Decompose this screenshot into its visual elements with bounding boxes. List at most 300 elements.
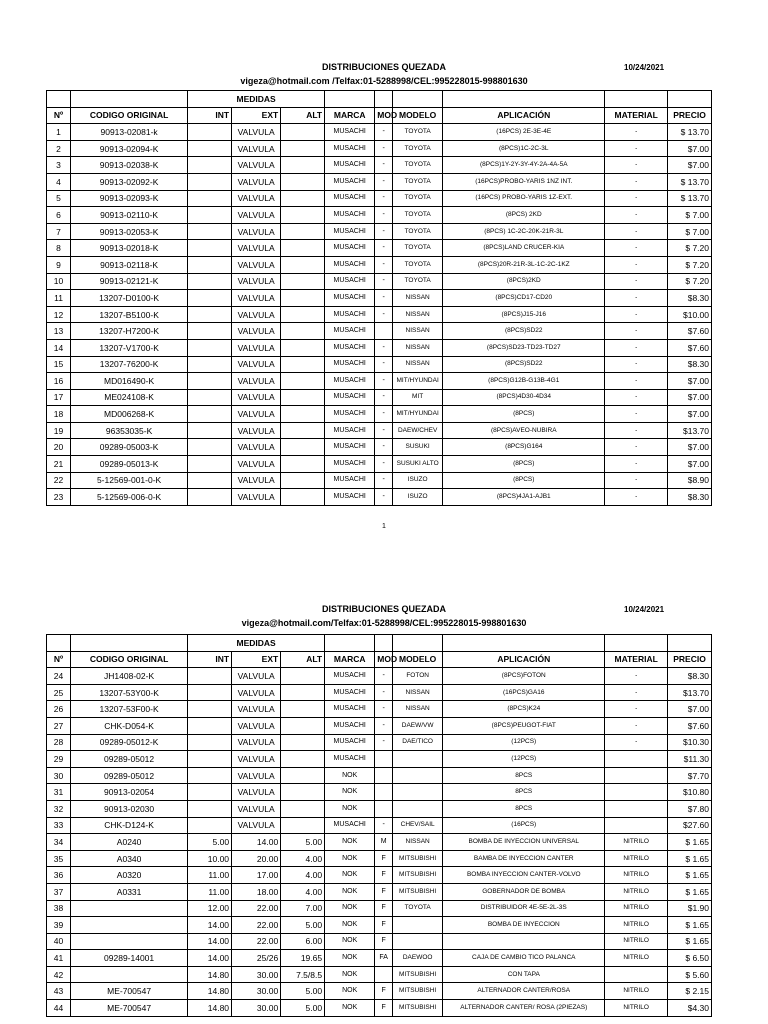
cell-price: $7.00 [668, 701, 712, 718]
cell-mat: - [605, 389, 668, 406]
cell-mod: - [375, 140, 393, 157]
cell-modelo: ISUZO [393, 489, 443, 506]
cell-alt [281, 456, 325, 473]
cell-marca: MUSACHI [325, 422, 375, 439]
cell-ext: VALVULA [232, 684, 281, 701]
cell-ext: VALVULA [232, 489, 281, 506]
cell-mod [375, 323, 393, 340]
cell-mat [605, 784, 668, 801]
cell-price: $7.60 [668, 717, 712, 734]
cell-ext: VALVULA [232, 306, 281, 323]
cell-code: 09289-05003-K [71, 439, 188, 456]
cell-code: 09289-05012 [71, 751, 188, 768]
cell-n: 40 [47, 933, 71, 950]
cell-mod: F [375, 867, 393, 884]
price-table-page1 [46, 90, 712, 506]
cell-mod: - [375, 817, 393, 834]
cell-app: CAJA DE CAMBIO TICO PALANCA [443, 950, 605, 967]
cell-mod: - [375, 456, 393, 473]
cell-app: (8PCS)SD22 [443, 356, 605, 373]
cell-int [188, 207, 232, 224]
cell-modelo: TOYOTA [393, 173, 443, 190]
cell-n: 17 [47, 389, 71, 406]
cell-price: $7.70 [668, 767, 712, 784]
cell-code: A0340 [71, 850, 188, 867]
cell-mod: M [375, 834, 393, 851]
col-aplicacion: APLICACIÓN [443, 107, 605, 124]
cell-marca: NOK [325, 883, 375, 900]
cell-app: 8PCS [443, 784, 605, 801]
cell-ext: VALVULA [232, 323, 281, 340]
cell-marca: NOK [325, 900, 375, 917]
cell-price: $ 1.65 [668, 867, 712, 884]
cell-price: $7.00 [668, 389, 712, 406]
cell-marca: MUSACHI [325, 173, 375, 190]
cell-int [188, 701, 232, 718]
cell-marca: NOK [325, 966, 375, 983]
cell-price: $8.30 [668, 489, 712, 506]
cell-price: $27.60 [668, 817, 712, 834]
cell-marca: MUSACHI [325, 339, 375, 356]
cell-n: 10 [47, 273, 71, 290]
cell-n: 3 [47, 157, 71, 174]
cell-mod: - [375, 717, 393, 734]
table-row [47, 173, 712, 190]
cell-int [188, 223, 232, 240]
cell-mod: - [375, 489, 393, 506]
cell-code: ME024108-K [71, 389, 188, 406]
cell-modelo: DAE/TICO [393, 734, 443, 751]
cell-app: (12PCS) [443, 751, 605, 768]
cell-mod: - [375, 339, 393, 356]
cell-mat: - [605, 456, 668, 473]
cell-price: $7.80 [668, 800, 712, 817]
cell-price: $ 1.65 [668, 933, 712, 950]
cell-marca: MUSACHI [325, 356, 375, 373]
table-row [47, 867, 712, 884]
cell-alt [281, 207, 325, 224]
cell-ext: VALVULA [232, 157, 281, 174]
cell-alt [281, 190, 325, 207]
cell-price: $ 13.70 [668, 124, 712, 141]
cell-int: 10.00 [188, 850, 232, 867]
cell-alt: 5.00 [281, 834, 325, 851]
cell-n: 19 [47, 422, 71, 439]
cell-mat: NITRILO [605, 850, 668, 867]
cell-int [188, 472, 232, 489]
cell-marca: MUSACHI [325, 701, 375, 718]
cell-modelo: TOYOTA [393, 900, 443, 917]
cell-ext: VALVULA [232, 472, 281, 489]
cell-marca: MUSACHI [325, 489, 375, 506]
cell-mat: - [605, 684, 668, 701]
cell-mod: F [375, 850, 393, 867]
col-int: INT [188, 107, 232, 124]
col-alt: ALT [281, 651, 325, 668]
cell-int: 14.80 [188, 983, 232, 1000]
cell-n: 36 [47, 867, 71, 884]
table-row [47, 900, 712, 917]
cell-modelo: MIT/HYUNDAI [393, 406, 443, 423]
col-num: Nº [47, 107, 71, 124]
cell-marca: MUSACHI [325, 472, 375, 489]
cell-app: (8PCS) [443, 406, 605, 423]
cell-ext: VALVULA [232, 422, 281, 439]
col-aplicacion: APLICACIÓN [443, 651, 605, 668]
cell-code: CHK-D124-K [71, 817, 188, 834]
col-marca: MARCA [325, 107, 375, 124]
cell-app: DISTRIBUIDOR 4E-5E-2L-3S [443, 900, 605, 917]
cell-ext: VALVULA [232, 273, 281, 290]
cell-modelo: NISSAN [393, 684, 443, 701]
cell-price: $13.70 [668, 684, 712, 701]
cell-modelo: NISSAN [393, 290, 443, 307]
cell-price: $7.00 [668, 406, 712, 423]
cell-mat: NITRILO [605, 933, 668, 950]
cell-mod: F [375, 917, 393, 934]
cell-mat: - [605, 489, 668, 506]
header-row-top [47, 91, 712, 108]
cell-app: (16PCS)PROBO-YARIS 1NZ INT. [443, 173, 605, 190]
cell-ext: VALVULA [232, 124, 281, 141]
cell-app: (8PCS)2KD [443, 273, 605, 290]
cell-n: 14 [47, 339, 71, 356]
cell-n: 22 [47, 472, 71, 489]
cell-alt [281, 751, 325, 768]
cell-mod: - [375, 356, 393, 373]
cell-mod [375, 800, 393, 817]
cell-mod: - [375, 373, 393, 390]
cell-marca: MUSACHI [325, 734, 375, 751]
table-row [47, 751, 712, 768]
cell-modelo: FOTON [393, 668, 443, 685]
cell-app: (8PCS)G164 [443, 439, 605, 456]
cell-app: CON TAPA [443, 966, 605, 983]
cell-mat [605, 751, 668, 768]
col-marca: MARCA [325, 651, 375, 668]
cell-code: 13207-B5100-K [71, 306, 188, 323]
cell-modelo: DAEW/CHEV [393, 422, 443, 439]
cell-marca: MUSACHI [325, 456, 375, 473]
cell-mod: - [375, 422, 393, 439]
cell-int [188, 717, 232, 734]
cell-n: 25 [47, 684, 71, 701]
cell-alt: 4.00 [281, 867, 325, 884]
cell-alt [281, 157, 325, 174]
cell-app: (8PCS)FOTON [443, 668, 605, 685]
cell-int [188, 306, 232, 323]
cell-modelo: NISSAN [393, 339, 443, 356]
cell-marca: NOK [325, 950, 375, 967]
cell-mat: - [605, 207, 668, 224]
cell-marca: NOK [325, 1000, 375, 1017]
cell-modelo: NISSAN [393, 323, 443, 340]
cell-app: 8PCS [443, 767, 605, 784]
cell-alt [281, 767, 325, 784]
table-row [47, 950, 712, 967]
col-alt: ALT [281, 107, 325, 124]
cell-price: $10.30 [668, 734, 712, 751]
cell-code: 90913-02081-k [71, 124, 188, 141]
cell-ext: 30.00 [232, 983, 281, 1000]
table-row [47, 701, 712, 718]
cell-price: $ 1.65 [668, 834, 712, 851]
cell-mat: - [605, 256, 668, 273]
cell-alt [281, 717, 325, 734]
cell-n: 44 [47, 1000, 71, 1017]
cell-marca: NOK [325, 917, 375, 934]
cell-code: 90913-02121-K [71, 273, 188, 290]
cell-marca: MUSACHI [325, 668, 375, 685]
cell-alt: 19.65 [281, 950, 325, 967]
cell-alt [281, 256, 325, 273]
cell-alt [281, 240, 325, 257]
cell-price: $ 7.20 [668, 240, 712, 257]
cell-int: 11.00 [188, 867, 232, 884]
col-mod: MOD [375, 107, 393, 124]
cell-app: (8PCS) 1C-2C-20K-21R-3L [443, 223, 605, 240]
cell-int [188, 124, 232, 141]
cell-mod: - [375, 734, 393, 751]
cell-modelo: MITSUBISHI [393, 867, 443, 884]
cell-marca: MUSACHI [325, 240, 375, 257]
cell-app [443, 933, 605, 950]
cell-alt [281, 140, 325, 157]
cell-price: $4.30 [668, 1000, 712, 1017]
table-row [47, 767, 712, 784]
col-int: INT [188, 651, 232, 668]
cell-mod: - [375, 668, 393, 685]
cell-int [188, 173, 232, 190]
cell-price: $7.60 [668, 339, 712, 356]
cell-n: 42 [47, 966, 71, 983]
cell-mat: - [605, 472, 668, 489]
table-row [47, 800, 712, 817]
cell-modelo [393, 917, 443, 934]
cell-code: 09289-05013-K [71, 456, 188, 473]
cell-mod: - [375, 439, 393, 456]
cell-price: $7.00 [668, 456, 712, 473]
cell-n: 13 [47, 323, 71, 340]
cell-code: CHK-D054-K [71, 717, 188, 734]
cell-marca: NOK [325, 784, 375, 801]
col-modelo: MODELO [393, 651, 443, 668]
cell-modelo: NISSAN [393, 306, 443, 323]
cell-app: (16PCS) PROBO-YARIS 1Z-EXT. [443, 190, 605, 207]
cell-marca: MUSACHI [325, 323, 375, 340]
cell-mod: F [375, 883, 393, 900]
table-row [47, 834, 712, 851]
cell-ext: VALVULA [232, 240, 281, 257]
cell-n: 23 [47, 489, 71, 506]
cell-marca: NOK [325, 983, 375, 1000]
cell-modelo: TOYOTA [393, 223, 443, 240]
cell-n: 11 [47, 290, 71, 307]
cell-app: BOMBA DE INYECCION UNIVERSAL [443, 834, 605, 851]
cell-alt: 5.00 [281, 1000, 325, 1017]
cell-mat: - [605, 240, 668, 257]
cell-price: $ 2.15 [668, 983, 712, 1000]
col-codigo: CODIGO ORIGINAL [71, 651, 188, 668]
cell-int [188, 734, 232, 751]
cell-alt [281, 489, 325, 506]
cell-marca: MUSACHI [325, 124, 375, 141]
cell-modelo: TOYOTA [393, 240, 443, 257]
cell-marca: MUSACHI [325, 207, 375, 224]
cell-alt: 6.00 [281, 933, 325, 950]
cell-ext: 25/26 [232, 950, 281, 967]
cell-mod: - [375, 124, 393, 141]
cell-app: ALTERNADOR CANTER/ROSA [443, 983, 605, 1000]
cell-price: $8.30 [668, 356, 712, 373]
cell-app: ALTERNADOR CANTER/ ROSA (2PIEZAS) [443, 1000, 605, 1017]
cell-mat: - [605, 406, 668, 423]
cell-mat [605, 966, 668, 983]
cell-ext: VALVULA [232, 439, 281, 456]
table-row [47, 207, 712, 224]
cell-app: (16PCS) [443, 817, 605, 834]
cell-price: $ 13.70 [668, 173, 712, 190]
cell-modelo [393, 800, 443, 817]
cell-n: 27 [47, 717, 71, 734]
cell-app: 8PCS [443, 800, 605, 817]
cell-n: 39 [47, 917, 71, 934]
cell-marca: MUSACHI [325, 190, 375, 207]
cell-mod: - [375, 701, 393, 718]
cell-n: 1 [47, 124, 71, 141]
cell-alt [281, 290, 325, 307]
cell-app: (8PCS)SD22 [443, 323, 605, 340]
cell-price: $ 7.00 [668, 223, 712, 240]
cell-code: 96353035-K [71, 422, 188, 439]
cell-n: 35 [47, 850, 71, 867]
cell-price: $8.30 [668, 290, 712, 307]
table-row [47, 157, 712, 174]
col-num: Nº [47, 651, 71, 668]
document-date-page2: 10/24/2021 [624, 605, 665, 614]
cell-int: 11.00 [188, 883, 232, 900]
cell-price: $ 7.20 [668, 273, 712, 290]
medidas-header: MEDIDAS [188, 91, 325, 108]
cell-mod: - [375, 389, 393, 406]
table-row [47, 933, 712, 950]
cell-mat: - [605, 373, 668, 390]
cell-code: 90913-02110-K [71, 207, 188, 224]
cell-ext: VALVULA [232, 190, 281, 207]
table-row [47, 356, 712, 373]
cell-app: (8PCS)CD17-CD20 [443, 290, 605, 307]
table-row [47, 290, 712, 307]
cell-ext: 30.00 [232, 1000, 281, 1017]
cell-marca: MUSACHI [325, 290, 375, 307]
cell-mat: NITRILO [605, 834, 668, 851]
cell-ext: VALVULA [232, 701, 281, 718]
cell-n: 5 [47, 190, 71, 207]
cell-code: ME-700547 [71, 1000, 188, 1017]
col-ext: EXT [232, 651, 281, 668]
cell-ext: VALVULA [232, 800, 281, 817]
contact-line: vigeza@hotmail.com /Telfax:01-5288998/CEL:995228015-998801630 [240, 76, 528, 86]
cell-alt [281, 817, 325, 834]
cell-n: 34 [47, 834, 71, 851]
table-row [47, 1000, 712, 1017]
table-row [47, 456, 712, 473]
cell-mat [605, 800, 668, 817]
cell-alt [281, 306, 325, 323]
cell-mat: - [605, 290, 668, 307]
contact-line-page2: vigeza@hotmail.com/Telfax:01-5288998/CEL:995228015-998801630 [241, 618, 527, 628]
cell-code: 90913-02030 [71, 800, 188, 817]
cell-int [188, 190, 232, 207]
cell-app: (8PCS) [443, 456, 605, 473]
cell-ext: VALVULA [232, 456, 281, 473]
cell-app: (8PCS)G12B-G13B-4G1 [443, 373, 605, 390]
cell-app: (12PCS) [443, 734, 605, 751]
cell-alt [281, 472, 325, 489]
cell-mat: NITRILO [605, 983, 668, 1000]
cell-n: 20 [47, 439, 71, 456]
cell-modelo: TOYOTA [393, 157, 443, 174]
cell-mat [605, 817, 668, 834]
cell-app: (8PCS)J15-J16 [443, 306, 605, 323]
cell-int [188, 339, 232, 356]
cell-n: 37 [47, 883, 71, 900]
cell-alt: 7.00 [281, 900, 325, 917]
table-row [47, 684, 712, 701]
cell-ext: 20.00 [232, 850, 281, 867]
cell-alt [281, 784, 325, 801]
cell-marca: MUSACHI [325, 223, 375, 240]
cell-n: 29 [47, 751, 71, 768]
table-row [47, 406, 712, 423]
cell-n: 26 [47, 701, 71, 718]
table-row [47, 966, 712, 983]
cell-alt [281, 701, 325, 718]
cell-modelo: NISSAN [393, 834, 443, 851]
table-row [47, 124, 712, 141]
cell-mat: - [605, 734, 668, 751]
cell-n: 2 [47, 140, 71, 157]
cell-n: 7 [47, 223, 71, 240]
cell-marca: NOK [325, 933, 375, 950]
cell-marca: MUSACHI [325, 389, 375, 406]
cell-price: $8.90 [668, 472, 712, 489]
table-row [47, 240, 712, 257]
page-number: 1 [382, 523, 386, 530]
cell-modelo: DAEWOO [393, 950, 443, 967]
cell-int [188, 684, 232, 701]
cell-modelo: MIT [393, 389, 443, 406]
cell-marca: NOK [325, 767, 375, 784]
table-row [47, 389, 712, 406]
cell-mod: - [375, 240, 393, 257]
company-title-page2: DISTRIBUCIONES QUEZADA [321, 604, 446, 614]
cell-alt [281, 273, 325, 290]
cell-mod: F [375, 900, 393, 917]
cell-code: MD006268-K [71, 406, 188, 423]
cell-app: (8PCS)AVEO-NUBIRA [443, 422, 605, 439]
cell-mod [375, 751, 393, 768]
col-precio: PRECIO [668, 107, 712, 124]
cell-code: 90913-02093-K [71, 190, 188, 207]
cell-price: $7.60 [668, 323, 712, 340]
cell-n: 38 [47, 900, 71, 917]
col-codigo: CODIGO ORIGINAL [71, 107, 188, 124]
cell-modelo: NISSAN [393, 356, 443, 373]
table-row [47, 273, 712, 290]
cell-alt: 5.00 [281, 917, 325, 934]
cell-int: 12.00 [188, 900, 232, 917]
